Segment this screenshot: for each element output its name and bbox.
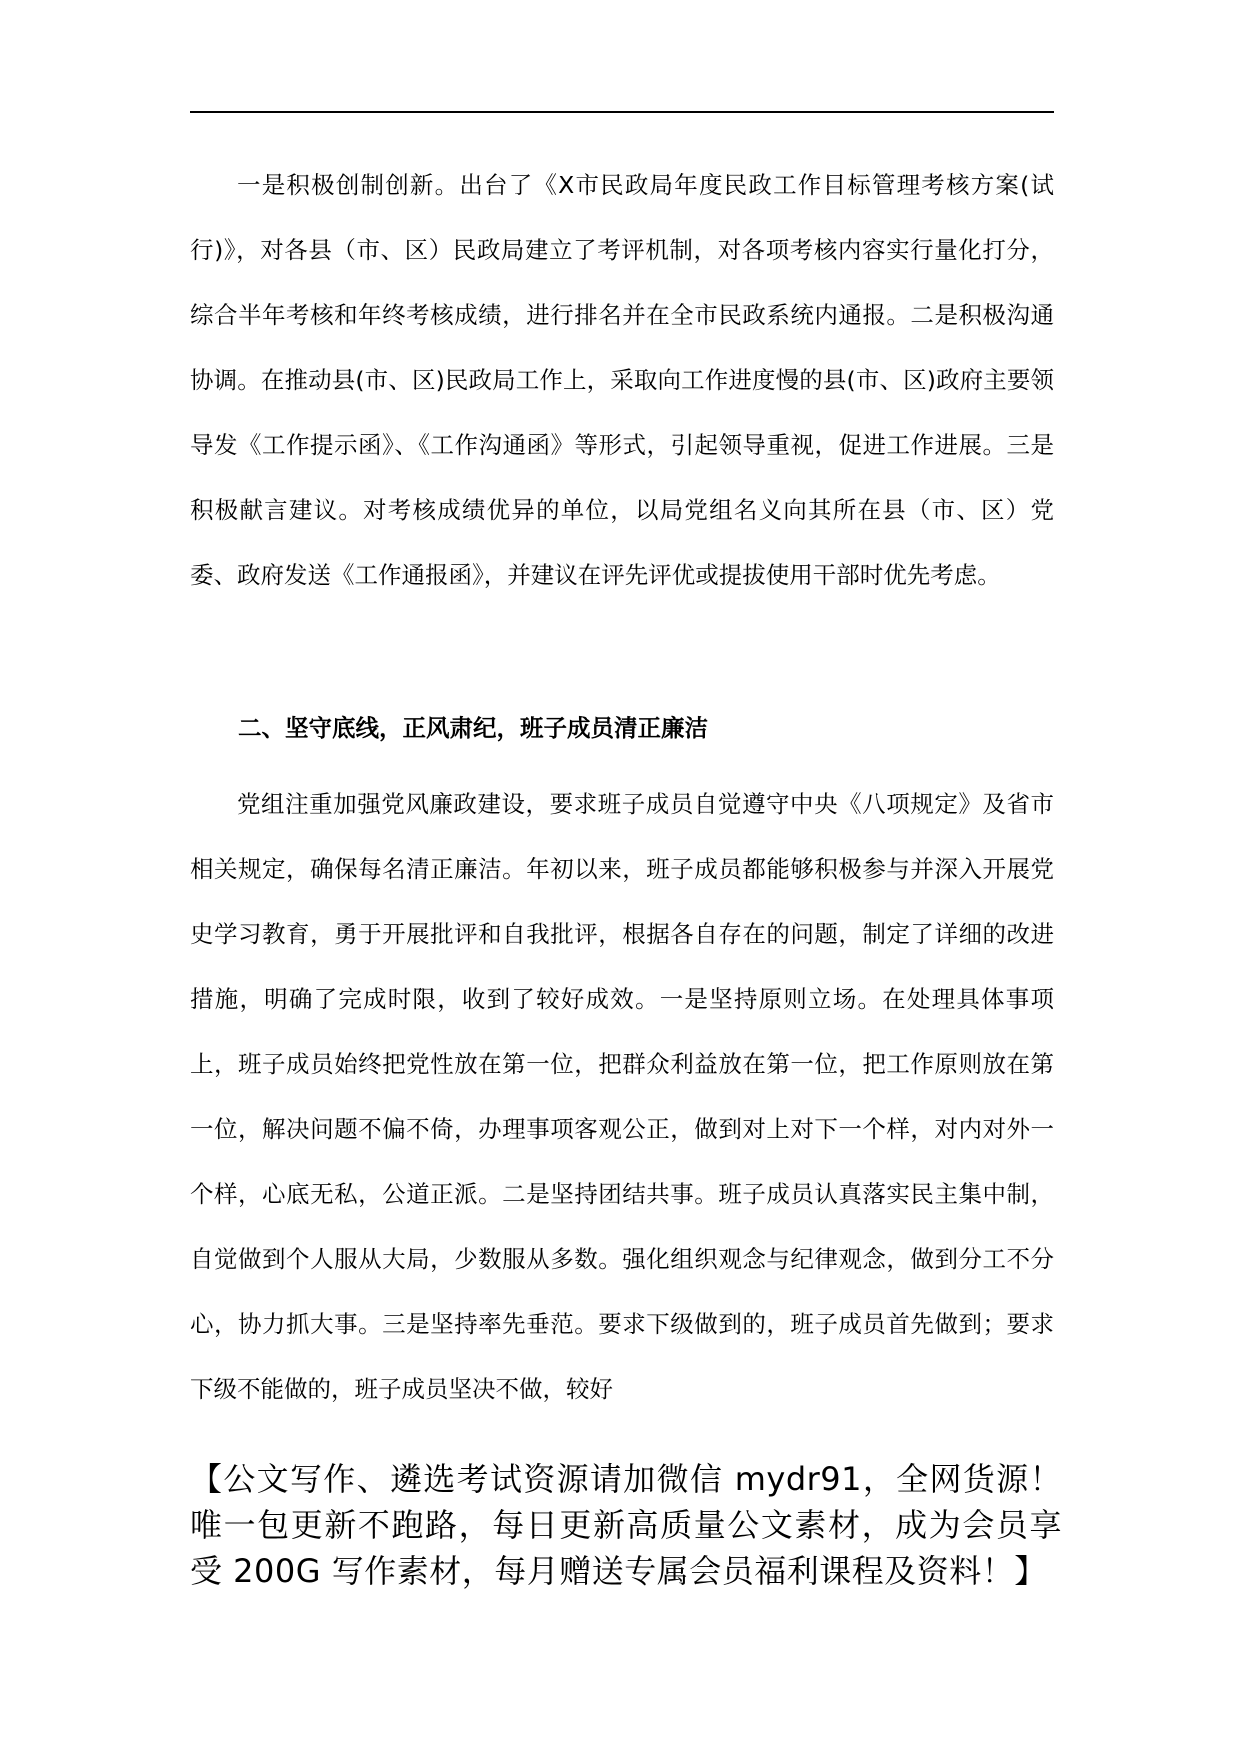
section-heading: 二、坚守底线，正风肃纪，班子成员清正廉洁 xyxy=(238,714,708,742)
header-rule xyxy=(190,111,1054,113)
body-paragraph-2: 党组注重加强党风廉政建设，要求班子成员自觉遵守中央《八项规定》及省市相关规定，确保每名清正廉洁。年初以来，班子成员都能够积极参与并深入开展党史学习教育，勇于开展批评和自我批评，根据各自存在的问题，制定了详细的改进措施，明确了完成时限，收到了较好成效。一是坚持原则立场。在处理具体事项上，班子成员始终把党性放在第一位，把群众利益放在第一位，把工作原则放在第一位，解决问题不偏不倚，办理事项客观公正，做到对上对下一个样，对内对外一个样，心底无私，公道正派。二是坚持团结共事。班子成员认真落实民主集中制，自觉做到个人服从大局，少数服从多数。强化组织观念与纪律观念，做到分工不分心，协力抓大事。三是坚持率先垂范。要求下级做到的，班子成员首先做到；要求下级不能做的，班子成员坚决不做，较好 xyxy=(190,790,1054,1403)
promo-banner-text: 【公文写作、遴选考试资源请加微信 mydr91，全网货源！唯一包更新不跑路，每日更新高质量公文素材，成为会员享受 200G 写作素材，每月赠送专属会员福利课程及资料！】 xyxy=(190,1460,1062,1590)
body-paragraph-1: 一是积极创制创新。出台了《X市民政局年度民政工作目标管理考核方案(试行)》，对各县（市、区）民政局建立了考评机制，对各项考核内容实行量化打分，综合半年考核和年终考核成绩，进行排名并在全市民政系统内通报。二是积极沟通协调。在推动县(市、区)民政局工作上，采取向工作进度慢的县(市、区)政府主要领导发《工作提示函》、《工作沟通函》等形式，引起领导重视，促进工作进展。三是积极献言建议。对考核成绩优异的单位，以局党组名义向其所在县（市、区）党委、政府发送《工作通报函》，并建议在评先评优或提拔使用干部时优先考虑。 xyxy=(190,171,1054,589)
